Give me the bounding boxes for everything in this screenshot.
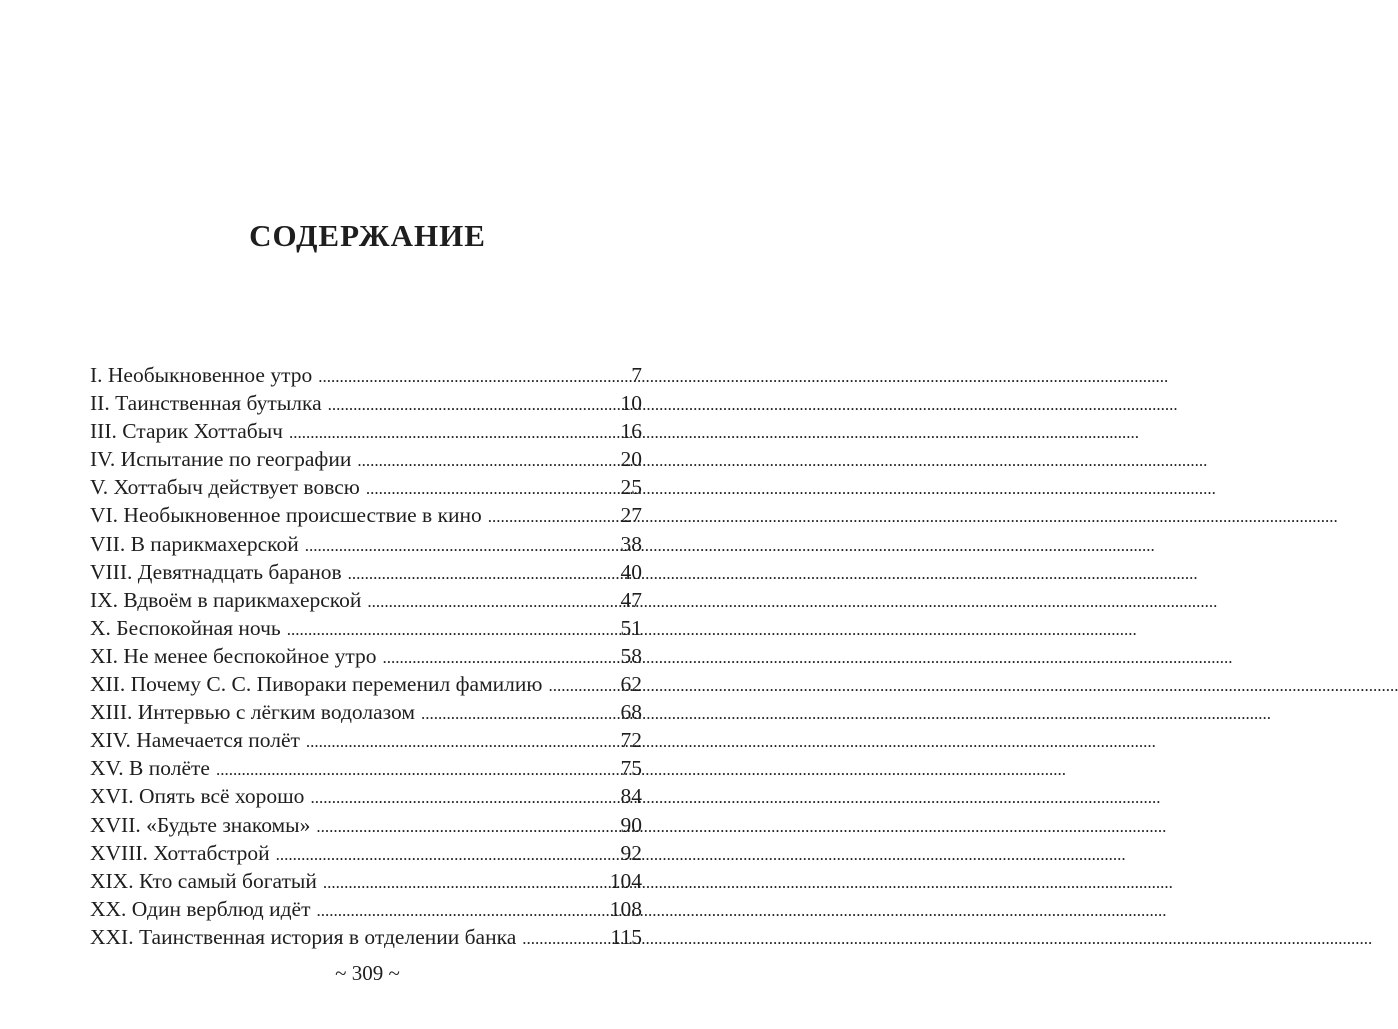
toc-dot-leader [488, 503, 619, 531]
toc-entry-title: XIV. Намечается полёт [90, 728, 300, 753]
toc-entry-page: 51 [620, 615, 642, 640]
toc-entry-page: 84 [620, 784, 642, 809]
toc-entry-page: 108 [609, 896, 642, 921]
toc-entry-page: 68 [620, 700, 642, 725]
toc-entry-page: 40 [620, 559, 642, 584]
toc-entry-title: II. Таинственная бутылка [90, 391, 322, 416]
toc-dot-leader [367, 588, 618, 616]
toc-entry [90, 361, 642, 389]
toc-entry [90, 670, 642, 698]
toc-entry-title: I. Необыкновенное утро [90, 363, 313, 387]
toc-entry-page: 92 [620, 840, 642, 865]
toc-entry [90, 726, 642, 754]
toc-entry-page: 20 [620, 447, 642, 472]
table-of-contents [90, 361, 642, 951]
toc-entry-page: 38 [620, 531, 642, 556]
toc-dot-leader [317, 897, 608, 925]
toc-dot-leader [522, 925, 608, 953]
toc-dot-leader [216, 756, 619, 784]
toc-dot-leader [348, 560, 619, 588]
toc-entry-title: VI. Необыкновенное происшествие в кино [90, 503, 482, 528]
toc-entry-page: 7 [631, 363, 642, 387]
toc-entry-title: V. Хоттабыч действует вовсю [90, 475, 360, 500]
toc-entry-title: XII. Почему С. С. Пивораки переменил фамилию [90, 672, 543, 697]
toc-dot-leader [289, 419, 619, 447]
toc-entry-title: XXI. Таинственная история в отделении банка [90, 924, 517, 949]
toc-entry [90, 417, 642, 445]
toc-entry [90, 558, 642, 586]
toc-dot-leader [318, 363, 629, 391]
page-title: СОДЕРЖАНИЕ [249, 218, 486, 253]
toc-entry-title: III. Старик Хоттабыч [90, 419, 283, 444]
toc-entry-title: XIX. Кто самый богатый [90, 868, 317, 893]
toc-dot-leader [306, 728, 619, 756]
toc-entry [90, 614, 642, 642]
toc-entry-page: 16 [620, 419, 642, 444]
toc-entry-title: IV. Испытание по географии [90, 447, 352, 472]
toc-entry-page: 72 [620, 728, 642, 753]
toc-entry [90, 501, 642, 529]
toc-dot-leader [328, 391, 619, 419]
toc-dot-leader [357, 447, 618, 475]
toc-dot-leader [548, 672, 618, 700]
toc-entry [90, 445, 642, 473]
toc-entry [90, 895, 642, 923]
toc-entry-page: 25 [620, 475, 642, 500]
toc-dot-leader [287, 616, 619, 644]
toc-entry-title: XV. В полёте [90, 756, 210, 781]
toc-dot-leader [316, 813, 618, 841]
toc-dot-leader [276, 841, 619, 869]
toc-entry-title: XVI. Опять всё хорошо [90, 784, 305, 809]
toc-entry-page: 27 [620, 503, 642, 528]
toc-entry-title: XVII. «Будьте знакомы» [90, 812, 311, 837]
toc-entry [90, 839, 642, 867]
toc-entry-title: XVIII. Хоттабстрой [90, 840, 270, 865]
toc-entry-title: XI. Не менее беспокойное утро [90, 643, 377, 668]
toc-entry [90, 754, 642, 782]
toc-entry [90, 530, 642, 558]
toc-dot-leader [323, 869, 608, 897]
toc-entry-title: VII. В парикмахерской [90, 531, 299, 556]
toc-entry-page: 58 [620, 643, 642, 668]
toc-entry-title: X. Беспокойная ночь [90, 615, 281, 640]
toc-entry [90, 698, 642, 726]
toc-dot-leader [382, 644, 618, 672]
toc-dot-leader [366, 475, 619, 503]
toc-entry-title: XIII. Интервью с лёгким водолазом [90, 700, 415, 725]
toc-entry-page: 104 [609, 868, 642, 893]
toc-entry [90, 782, 642, 810]
toc-entry [90, 473, 642, 501]
toc-entry [90, 867, 642, 895]
toc-entry-page: 10 [620, 391, 642, 416]
toc-entry-page: 62 [620, 672, 642, 697]
toc-entry [90, 389, 642, 417]
toc-entry [90, 811, 642, 839]
page-number: ~ 309 ~ [335, 961, 400, 985]
toc-entry-title: XX. Один верблюд идёт [90, 896, 311, 921]
toc-entry [90, 586, 642, 614]
toc-entry-title: IX. Вдвоём в парикмахерской [90, 587, 362, 612]
toc-entry-page: 75 [620, 756, 642, 781]
toc-entry-title: VIII. Девятнадцать баранов [90, 559, 342, 584]
toc-entry-page: 90 [620, 812, 642, 837]
toc-dot-leader [421, 700, 619, 728]
toc-dot-leader [305, 532, 619, 560]
toc-entry [90, 642, 642, 670]
toc-entry [90, 923, 642, 951]
toc-dot-leader [310, 784, 618, 812]
toc-entry-page: 115 [610, 924, 642, 949]
toc-entry-page: 47 [620, 587, 642, 612]
